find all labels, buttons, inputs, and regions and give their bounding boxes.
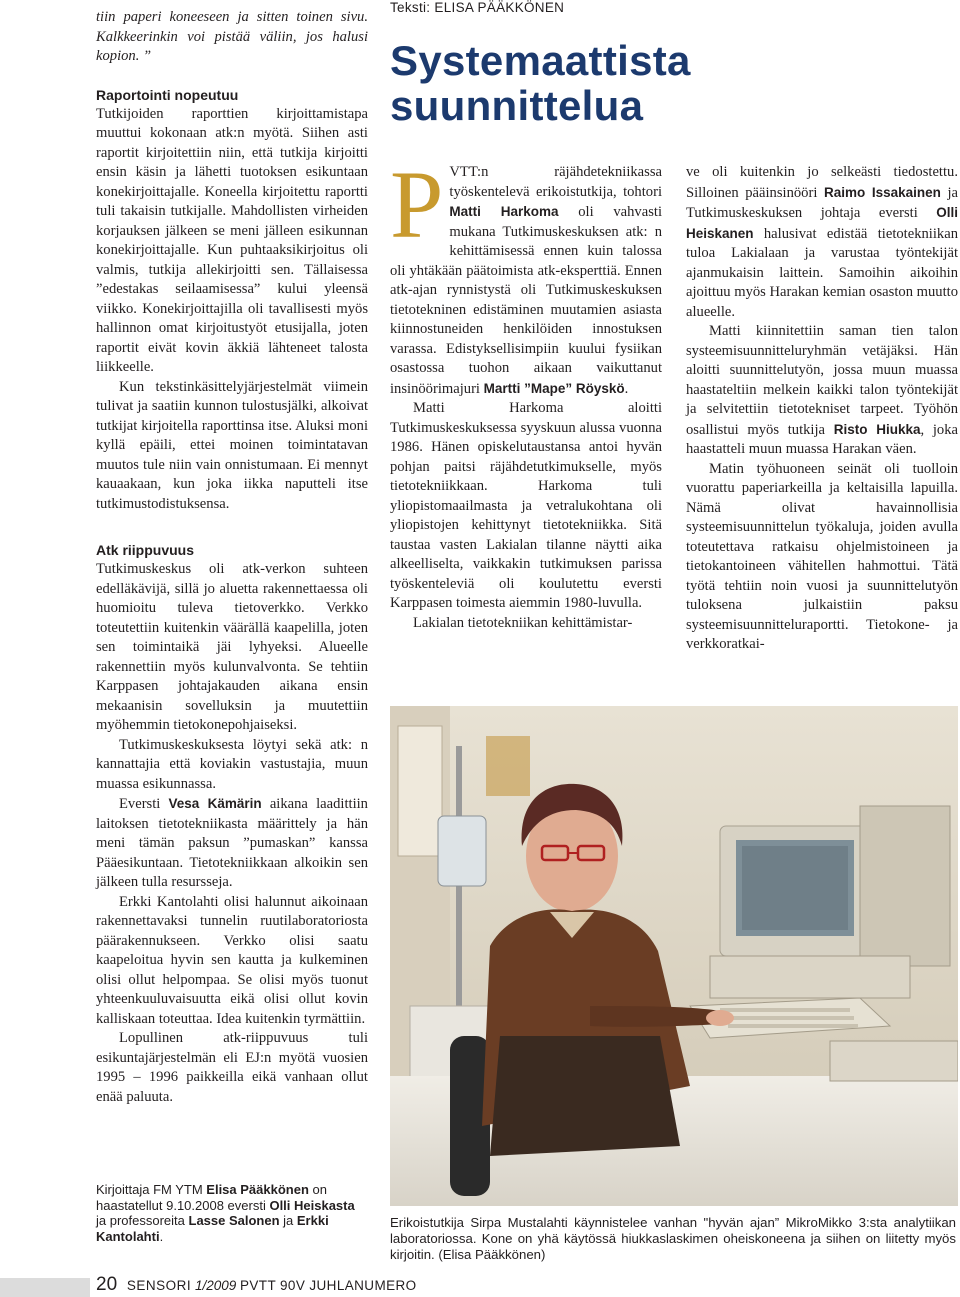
paragraph: Erkki Kantolahti olisi halunnut aikoinaan rakennettavaksi tunnelin ruutilaboratoriosta päärakennukseen. Verkko olisi saatu kaapeloitua hyvin sen kautta ja kulkeminen olisi ollut helpompaa. Se olisi myös tuonut yhteenkuuluvaisuutta eikä olisi ollut kovin kalliskaan toteuttaa. Idea kuitenkin tyrmättiin. <box>96 893 368 1027</box>
person-name: Olli Heiskanen <box>686 205 958 241</box>
person-name: Matti Harkoma <box>449 204 559 219</box>
paragraph: Tutkimuskeskus oli atk-verkon suhteen edelläkävijä, sillä jo aluetta rakennettaessa oli huomioitu tuleva tietoverkko. Verkko toteutettiin kuitenkin väärällä kaapelilla, joten sen toimintaikä jäi lyhyeksi. Alueelle rakennettiin myös kulunvalvonta. Se tehtiin Karppasen johtajakauden aikana ensin mekaanisin sovelluksin ja muutettiin myöhemmin tietokonepohjaiseksi. <box>96 561 368 733</box>
paragraph: Eversti Vesa Kämärin aikana laadittiin laitoksen tietotekniikasta määrittely ja hän meni tämän paksun ”pumaskan” kanssa Pääesikuntaan. Tietotekniikkaan alkoikin sen jälkeen tulla resursseja. <box>96 796 368 890</box>
drop-cap: P <box>390 151 444 258</box>
person-name: Vesa Kämärin <box>168 796 262 811</box>
lab-photo-illustration <box>390 706 958 1206</box>
person-name: Olli Heiskasta <box>269 1197 355 1213</box>
person-name: Elisa Pääkkönen <box>206 1182 309 1197</box>
issue-number: 1/2009 <box>194 1278 237 1293</box>
person-name: Martti ”Mape” Röyskö <box>483 380 625 396</box>
page-number: 20 <box>96 1274 118 1295</box>
paragraph: Matti kiinnitettiin saman tien talon systeemisuunnitteluryhmän vetäjäksi. Hän aloitti suunnittelutyön, jossa muun muassa haastateltiin melkein kaikki talon työntekijät ja selvitettiin tietotekniset tarpeet. Työhön osallistui myös tutkija Risto Hiukka, joka haastatteli muun muassa Harakan väen. <box>686 323 958 457</box>
person-name: Risto Hiukka <box>833 421 921 437</box>
intro-paragraph: tiin paperi koneeseen ja sitten toinen sivu. Kalkkeerinkin voi pistää väliin, jos halusi kopion. ” <box>96 9 368 64</box>
paragraph: ve oli kuitenkin jo selkeästi tiedostettu. Silloinen pääinsinööri Raimo Issakainen ja Tutkimuskeskuksen johtaja eversti Olli Heiskanen halusivat edistää tietotekniikan tuloa Lakialaan ja varustaa työntekijät ajanmukaisin laittein. Samoihin aikoihin ajoittuu myös Harakan kemian osaston muutto alueelle. <box>686 164 958 320</box>
middle-column <box>390 151 662 633</box>
edition-label: PVTT 90V JUHLANUMERO <box>240 1278 417 1293</box>
paragraph: Matin työhuoneen seinät oli tuolloin vuorattu paperiarkeilla ja keltaisilla lapuilla. Nämä olivat havainnollisia systeemisuunnittelun työkaluja, joiden avulla toteutettava ratkaisu ohjelmistoineen ja tietokantoineen vähitellen hahmottui. Tätä työtä tehtiin noin vuosi ja suunnittelutyön tuloksena julkaistiin paksu systeemisuunnitteluraportti. Tietokone- ja verkkoratkai- <box>686 460 958 652</box>
lab-photo <box>390 706 958 1206</box>
headline-line-1: Systemaattista <box>390 37 691 84</box>
headline-line-2: suunnittelua <box>390 82 644 129</box>
person-name: Erkki Kantolahti <box>96 1213 329 1244</box>
right-column <box>686 163 958 655</box>
paragraph: Matti Harkoma aloitti Tutkimuskeskuksessa syyskuun alussa vuonna 1986. Hänen opiskelutaustansa antoi hyvän pohjan paitsi räjähdetutkimukselle, myös tietotekniikkaan. Harkoma tuli yliopistomaailmasta ja vetralukohtana oli yliopistojen kehittynyt tietotekniikka. Sitä taustaa vasten Lakialan tilanne näytti aika alkeelliselta, vaikkakin tutkimuksen parissa työskenteleviä oli koulutettu eversti Karppasen toimesta aiemmin 1980-luvulla. <box>390 400 662 611</box>
paragraph: Lopullinen atk-riippuvuus tuli esikuntajärjestelmän eli EJ:n myötä vuosien 1995 – 1996 paikkeilla eikä vanhaan ollut enää paluuta. <box>96 1030 368 1105</box>
paragraph: Lakialan tietotekniikan kehittämistar- <box>413 614 633 631</box>
author-note: Kirjoittaja FM YTM Elisa Pääkkönen on haastatellut 9.10.2008 eversti Olli Heiskasta ja professoreita Lasse Salonen ja Erkki Kantolahti. <box>96 1182 355 1244</box>
magazine-name: SENSORI <box>126 1278 192 1293</box>
subheading-raportointi: Raportointi nopeutuu <box>96 86 239 103</box>
person-name: Lasse Salonen <box>188 1213 280 1228</box>
subheading-atk-riippuvuus: Atk riippuvuus <box>96 542 195 558</box>
page-footer <box>96 1274 417 1296</box>
paragraph: Tutkimuskeskuksesta löytyi sekä atk: n kannattajia että koviakin vastustajia, muun muassa esikunnassa. <box>96 736 368 792</box>
paragraph: PVTT:n räjähdetekniikassa työskentelevä erikoistutkija, tohtori Matti Harkoma oli vahvasti mukana Tutkimuskeskuksen atk: n kehittämisessä ennen kuin talossa oli yhtäkään päätoimista atk-eksperttiä. Ennen atk-ajan rynnistystä oli Tutkimuskeskuksen tietotekninen edistäminen muutamien asiasta kiinnostuneiden henkilöiden innostuksen varassa. Edistyksellisimpiin kuului fysiikan osastossa tuohon aikaan vaikuttanut insinöörimajuri Martti ”Mape” Röyskö. <box>390 151 662 397</box>
paragraph: Kun tekstinkäsittelyjärjestelmät viimein tulivat ja saatiin kunnon tulostusjälki, alkoivat tutkijat kirjoitella raporttinsa itse. Aluksi moni kyllä epäili, ettei moinen toimintatavan muutos tule niin vain onnistumaan. Ei mennyt kauaakaan, kun joka iikka naputteli itse tutkimustodistuksensa. <box>96 378 368 512</box>
headline <box>390 38 950 128</box>
paragraph: Tutkijoiden raporttien kirjoittamistapa muuttui kokonaan atk:n myötä. Siihen asti raportit kirjoitettiin niin, että tutkija kirjoitti ensin käsin ja lähetti tuotoksen esikuntaan konekirjoittajalle. Koneella kirjoitettu raportti tuli takaisin tutkijalle. Mahdollisten virheiden korjauksen jälkeen se meni jälleen esikunnan konekirjoittajalle. Kun puhtaaksikirjoitus oli valmis, tutkija allekirjoitti sen. Tällaisessa ”edestakas seilaamisessa” kului yleensä viikko. Konekirjoittajilla oli tavallisesti myös hallinnon omat kirjoitustyöt etusijalla, joten raportit eivät kovin äkkiä lähteneet talosta liikkeelle. <box>96 105 368 375</box>
footer-stripe <box>0 1278 90 1297</box>
byline: Teksti: ELISA PÄÄKKÖNEN <box>390 0 565 15</box>
photo-caption: Erikoistutkija Sirpa Mustalahti käynnistelee vanhan "hyvän ajan” MikroMikko 3:sta analytiikan laboratoriossa. Kone on yhä käytössä hiukkaslaskimen oheiskoneena ja siihen on liitetty myös kirjoitin. (Elisa Pääkkönen) <box>390 1215 956 1262</box>
left-column <box>96 8 368 1107</box>
person-name: Raimo Issakainen <box>823 184 941 200</box>
